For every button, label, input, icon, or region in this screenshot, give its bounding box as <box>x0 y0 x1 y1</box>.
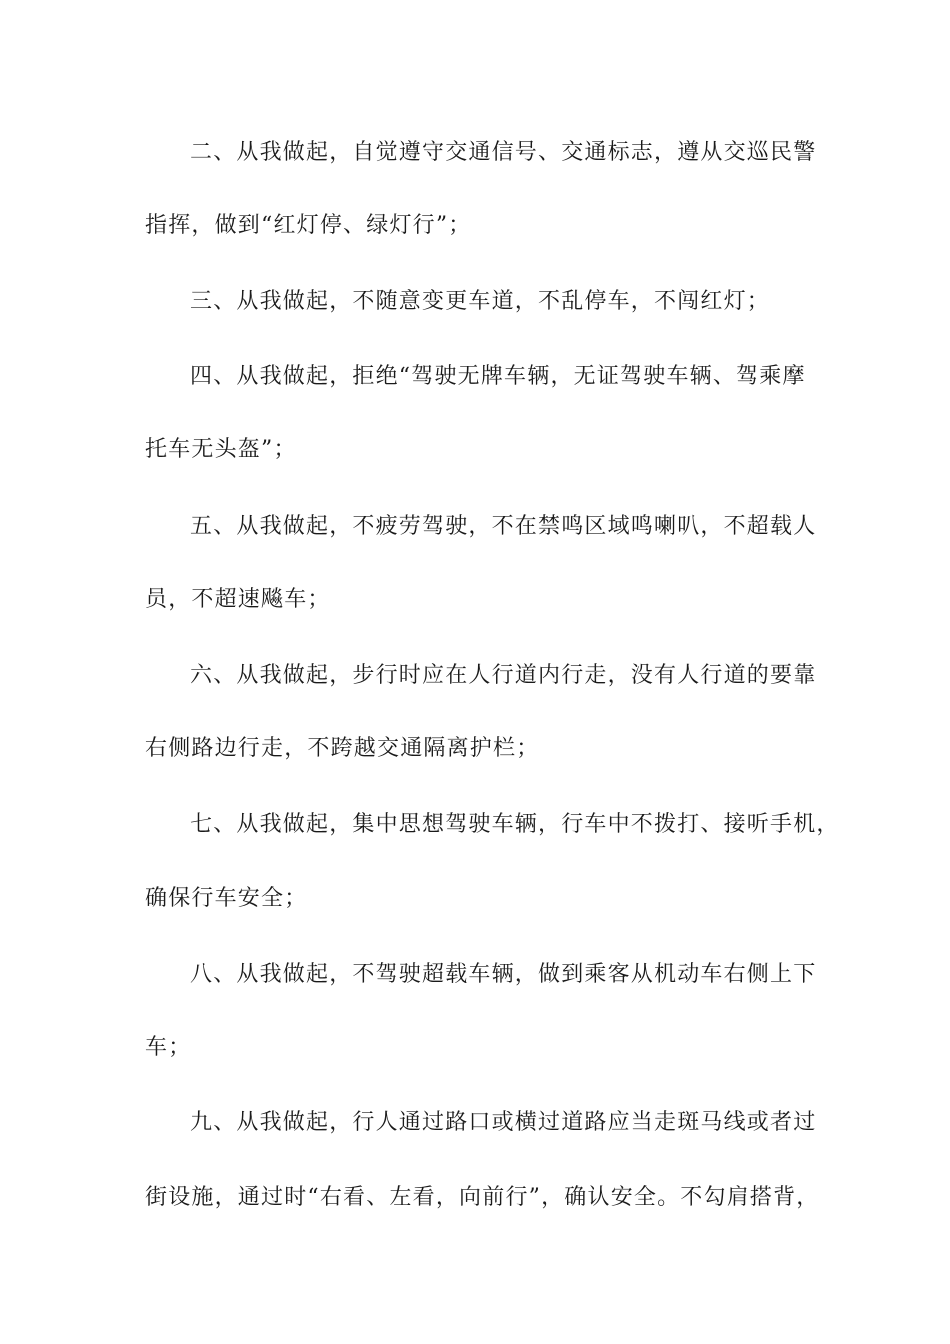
pledge-item-4-line-1: 四、从我做起，拒绝“驾驶无牌车辆，无证驾驶车辆、驾乘摩 <box>190 364 806 389</box>
pledge-item-9-line-2: 街设施，通过时“右看、左看，向前行”，确认安全。不勾肩搭背， <box>145 1185 820 1210</box>
pledge-item-2-line-1: 二、从我做起，自觉遵守交通信号、交通标志，遵从交巡民警 <box>190 140 817 165</box>
pledge-item-3-line-1: 三、从我做起，不随意变更车道，不乱停车，不闯红灯； <box>190 289 771 314</box>
pledge-item-5-line-2: 员，不超速飚车； <box>145 587 331 612</box>
pledge-item-9-line-1: 九、从我做起，行人通过路口或横过道路应当走斑马线或者过 <box>190 1110 817 1135</box>
pledge-item-6-line-2: 右侧路边行走，不跨越交通隔离护栏； <box>145 736 540 761</box>
pledge-item-7-line-1: 七、从我做起，集中思想驾驶车辆，行车中不拨打、接听手机， <box>190 812 840 837</box>
pledge-item-7-line-2: 确保行车安全； <box>145 886 308 911</box>
pledge-item-6-line-1: 六、从我做起，步行时应在人行道内行走，没有人行道的要靠 <box>190 663 817 688</box>
pledge-item-5-line-1: 五、从我做起，不疲劳驾驶，不在禁鸣区域鸣喇叭，不超载人 <box>190 514 817 539</box>
pledge-item-8-line-1: 八、从我做起，不驾驶超载车辆，做到乘客从机动车右侧上下 <box>190 962 817 987</box>
pledge-item-8-line-2: 车； <box>145 1035 192 1060</box>
pledge-item-4-line-2: 托车无头盔”； <box>145 437 297 462</box>
pledge-item-2-line-2: 指挥，做到“红灯停、绿灯行”； <box>145 213 472 238</box>
